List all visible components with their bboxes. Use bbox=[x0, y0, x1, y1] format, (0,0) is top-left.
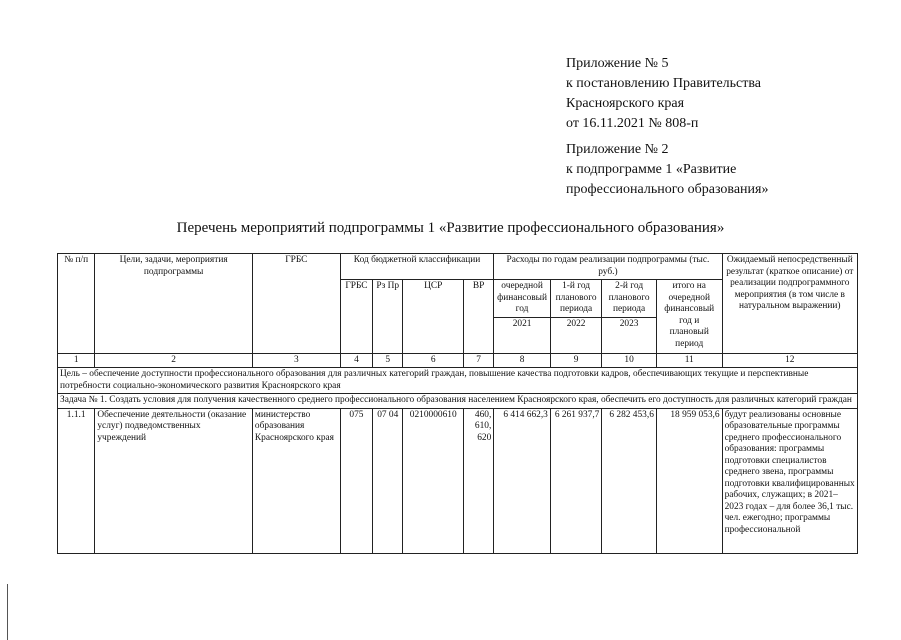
appendix-line: Красноярского края bbox=[566, 96, 685, 111]
column-number: 11 bbox=[656, 353, 722, 368]
sub-appendix-line: к подпрограмме 1 «Развитие bbox=[566, 162, 737, 177]
document-title: Перечень мероприятий подпрограммы 1 «Развитие профессионального образования» bbox=[176, 220, 725, 236]
sub-appendix-line: Приложение № 2 bbox=[566, 142, 669, 157]
header-csr: ЦСР bbox=[403, 280, 464, 354]
header-year-3: 2-й год планового периода bbox=[602, 280, 657, 318]
header-grbs-code: ГРБС bbox=[340, 280, 372, 354]
header-expenses: Расходы по годам реализации подпрограммы (тыс. руб.) bbox=[494, 254, 722, 280]
column-number: 4 bbox=[340, 353, 372, 368]
column-number: 9 bbox=[550, 353, 602, 368]
header-expected-result: Ожидаемый непосредственный результат (краткое описание) от реализации подпрограммного мероприятия (в том числе в натуральном выражении) bbox=[722, 254, 857, 354]
appendix-line: от 16.11.2021 № 808-п bbox=[566, 116, 699, 131]
column-number: 5 bbox=[373, 353, 403, 368]
task-row: Задача № 1. Создать условия для получения качественного среднего профессионального образования населением Красноярского края, обеспечить его доступность для различных категорий граждан bbox=[58, 394, 858, 409]
row-csr: 0210000610 bbox=[403, 408, 464, 553]
scan-edge-line bbox=[7, 584, 8, 640]
header-year-2: 1-й год планового периода bbox=[550, 280, 602, 318]
column-number: 1 bbox=[58, 353, 95, 368]
row-value-2021: 6 414 662,3 bbox=[494, 408, 551, 553]
column-number: 10 bbox=[602, 353, 657, 368]
column-number: 2 bbox=[95, 353, 253, 368]
row-total: 18 959 053,6 bbox=[656, 408, 722, 553]
row-rzpr: 07 04 bbox=[373, 408, 403, 553]
row-value-2022: 6 261 937,7 bbox=[550, 408, 602, 553]
appendix-line: к постановлению Правительства bbox=[566, 76, 762, 91]
header-2022: 2022 bbox=[550, 317, 602, 353]
table-row bbox=[58, 408, 858, 553]
row-value-2023: 6 282 453,6 bbox=[602, 408, 657, 553]
column-number: 6 bbox=[403, 353, 464, 368]
row-grbs-code: 075 bbox=[340, 408, 372, 553]
header-total: итого на очередной финансовый год и плановый период bbox=[656, 280, 722, 354]
appendix-header bbox=[566, 54, 761, 134]
row-measure-name: Обеспечение деятельности (оказание услуг) подведомственных учреждений bbox=[95, 408, 253, 553]
header-grbs: ГРБС bbox=[252, 254, 340, 354]
measures-table bbox=[57, 253, 858, 554]
header-budget-code: Код бюджетной классификации bbox=[340, 254, 494, 280]
row-grbs-name: министерство образования Красноярского края bbox=[252, 408, 340, 553]
header-vr: ВР bbox=[463, 280, 493, 354]
row-vr: 460, 610, 620 bbox=[463, 408, 493, 553]
row-expected-result: будут реализованы основные образовательные программы среднего профессионального образования: программы подготовки специалистов среднего звена, программы подготовки квалифицированных рабочих, служащих; в 2021–2023 годах – для более 36,1 тыс. чел. ежегодно; программы профессиональной bbox=[722, 408, 857, 553]
column-number: 8 bbox=[494, 353, 551, 368]
column-number: 12 bbox=[722, 353, 857, 368]
appendix-line: Приложение № 5 bbox=[566, 56, 669, 71]
header-no: № п/п bbox=[58, 254, 95, 354]
header-2021: 2021 bbox=[494, 317, 551, 353]
sub-appendix-line: профессионального образования» bbox=[566, 182, 769, 197]
header-2023: 2023 bbox=[602, 317, 657, 353]
column-number: 7 bbox=[463, 353, 493, 368]
goal-row: Цель – обеспечение доступности профессионального образования для различных категорий граждан, повышение качества подготовки кадров, обеспечивающих текущие и перспективные потребности социально-экономического развития Красноярского края bbox=[58, 368, 858, 394]
header-goals: Цели, задачи, мероприятия подпрограммы bbox=[95, 254, 253, 354]
header-year-1: очередной финансовый год bbox=[494, 280, 551, 318]
row-number: 1.1.1 bbox=[58, 408, 95, 553]
sub-appendix-header bbox=[566, 140, 768, 200]
column-number: 3 bbox=[252, 353, 340, 368]
header-rzpr: Рз Пр bbox=[373, 280, 403, 354]
